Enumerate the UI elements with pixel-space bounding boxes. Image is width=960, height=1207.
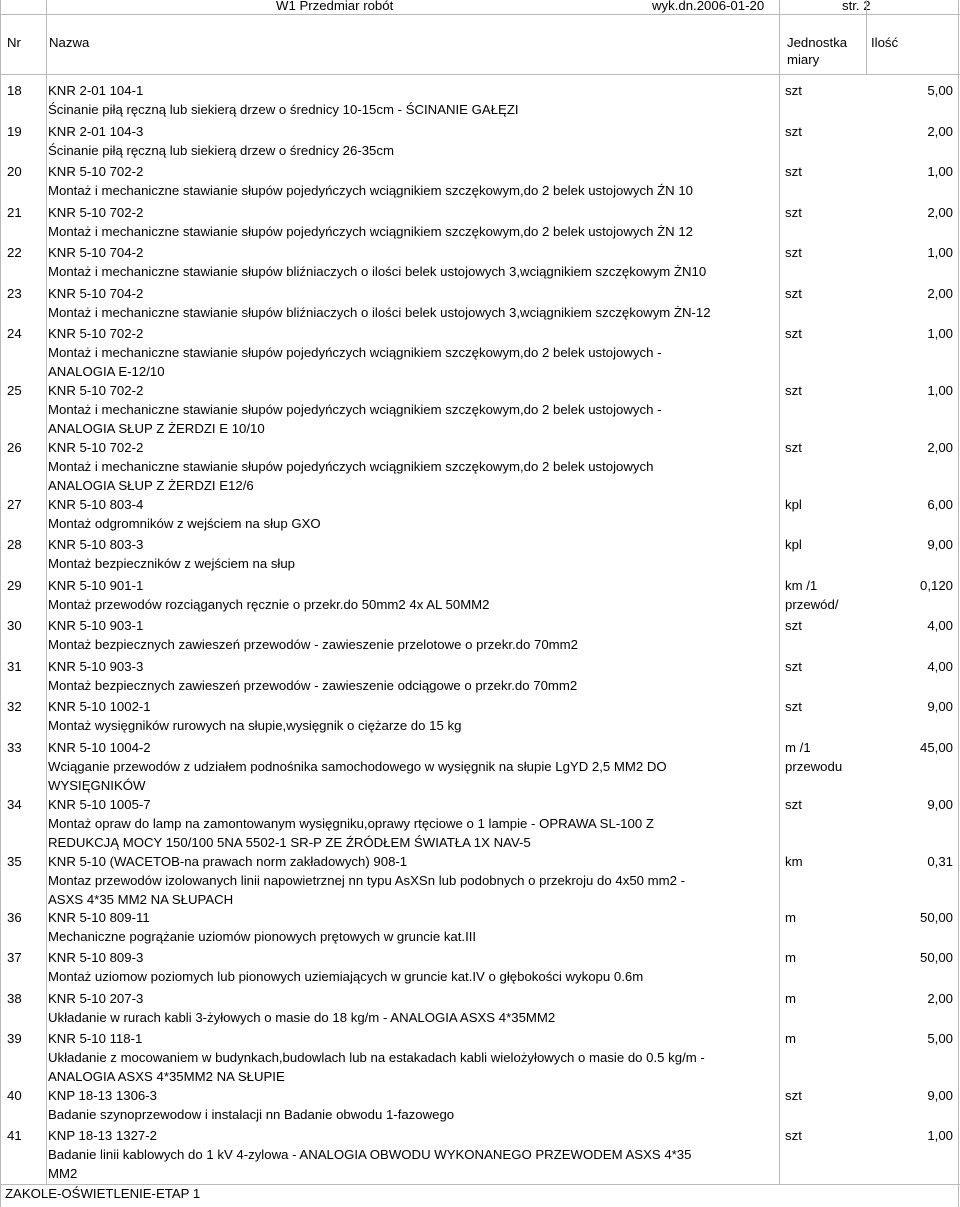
row-number: 38 (7, 991, 22, 1006)
work-description: ANALOGIA SŁUP Z ŻERDZI E12/6 (48, 478, 254, 493)
unit-text: szt (785, 164, 802, 179)
row-body (48, 908, 778, 946)
unit-of-measure (785, 908, 796, 927)
work-description: WYSIĘGNIKÓW (48, 778, 146, 793)
unit-text: m /1 (785, 740, 811, 755)
row-number: 33 (7, 740, 22, 755)
quantity: 9,00 (927, 1088, 953, 1103)
work-description: Montaż bezpieczników z wejściem na słup (48, 556, 296, 571)
unit-text: szt (785, 618, 802, 633)
unit-of-measure (785, 324, 802, 343)
unit-text: szt (785, 383, 802, 398)
work-description: Montaż i mechaniczne stawianie słupów bliźniaczych o ilości belek ustojowych 3,wciągnikiem szczękowym ŻN-12 (48, 305, 711, 320)
row-number: 25 (7, 383, 22, 398)
work-description: REDUKCJĄ MOCY 150/100 5NA 5502-1 SR-P ZE ŹRÓDŁEM ŚWIATŁA 1X NAV-5 (48, 835, 531, 850)
row-body (48, 243, 778, 281)
row-number: 20 (7, 164, 22, 179)
unit-text: szt (785, 1128, 802, 1143)
norm-code: KNR 5-10 704-2 (48, 286, 144, 301)
unit-text: kpl (785, 537, 802, 552)
quantity: 5,00 (927, 83, 953, 98)
quantity: 1,00 (927, 245, 953, 260)
column-header-nr: Nr (7, 35, 21, 50)
row-body (48, 948, 778, 986)
norm-code: KNR 5-10 207-3 (48, 991, 144, 1006)
quantity: 50,00 (919, 950, 953, 965)
row-body (48, 381, 778, 438)
work-description: Montaż i mechaniczne stawianie słupów pojedyńczych wciągnikiem szczękowym,do 2 belek ustojowych ŻN 12 (48, 224, 694, 239)
unit-text: m (785, 950, 796, 965)
unit-text: szt (785, 205, 802, 220)
column-header-qty: Ilość (871, 35, 899, 50)
quantity: 45,00 (919, 740, 953, 755)
norm-code: KNP 18-13 1327-2 (48, 1128, 157, 1143)
norm-code: KNR 2-01 104-3 (48, 124, 144, 139)
norm-code: KNR 5-10 702-2 (48, 205, 144, 220)
grid-line (0, 1184, 960, 1185)
work-description: Badanie szynoprzewodow i instalacji nn Badanie obwodu 1-fazowego (48, 1107, 455, 1122)
row-body (48, 738, 778, 795)
unit-of-measure (785, 576, 839, 614)
unit-of-measure (785, 122, 802, 141)
row-body (48, 324, 778, 381)
footer-label: ZAKOLE-OŚWIETLENIE-ETAP 1 (5, 1186, 201, 1201)
row-number: 29 (7, 578, 22, 593)
quantity: 4,00 (927, 659, 953, 674)
row-body (48, 122, 778, 160)
norm-code: KNR 5-10 903-3 (48, 659, 144, 674)
grid-line (958, 0, 959, 1207)
quantity: 4,00 (927, 618, 953, 633)
norm-code: KNR 5-10 1002-1 (48, 699, 151, 714)
row-number: 26 (7, 440, 22, 455)
norm-code: KNR 5-10 809-11 (48, 910, 150, 925)
norm-code: KNR 5-10 118-1 (48, 1031, 143, 1046)
row-body (48, 1086, 778, 1124)
norm-code: KNP 18-13 1306-3 (48, 1088, 157, 1103)
norm-code: KNR 5-10 704-2 (48, 245, 144, 260)
unit-of-measure (785, 162, 802, 181)
quantity: 50,00 (919, 910, 953, 925)
unit-of-measure (785, 948, 796, 967)
unit-text: kpl (785, 497, 802, 512)
norm-code: KNR 5-10 901-1 (48, 578, 144, 593)
unit-text: szt (785, 699, 802, 714)
work-description: MM2 (48, 1166, 78, 1181)
unit-text: szt (785, 245, 802, 260)
unit-of-measure (785, 1029, 796, 1048)
row-number: 30 (7, 618, 22, 633)
unit-of-measure (785, 438, 802, 457)
norm-code: KNR 5-10 702-2 (48, 440, 144, 455)
row-number: 34 (7, 797, 22, 812)
norm-code: KNR 5-10 702-2 (48, 164, 144, 179)
row-body (48, 203, 778, 241)
row-number: 36 (7, 910, 22, 925)
quantity: 1,00 (927, 164, 953, 179)
work-description: Badanie linii kablowych do 1 kV 4-zylowa - ANALOGIA OBWODU WYKONANEGO PRZEWODEM ASXS 4*35 (48, 1147, 692, 1162)
document-date: wyk.dn.2006-01-20 (652, 0, 765, 13)
work-description: Montaż i mechaniczne stawianie słupów pojedyńczych wciągnikiem szczękowym,do 2 belek ustojowych - (48, 402, 662, 417)
row-number: 18 (7, 83, 22, 98)
quantity: 2,00 (927, 991, 953, 1006)
row-body (48, 495, 778, 533)
unit-of-measure (785, 284, 802, 303)
unit-of-measure (785, 243, 802, 262)
row-body (48, 989, 778, 1027)
unit-text: km (785, 854, 803, 869)
norm-code: KNR 5-10 803-4 (48, 497, 144, 512)
norm-code: KNR 5-10 809-3 (48, 950, 144, 965)
unit-of-measure (785, 657, 802, 676)
unit-of-measure (785, 989, 796, 1008)
work-description: ANALOGIA SŁUP Z ŻERDZI E 10/10 (48, 421, 265, 436)
row-number: 39 (7, 1031, 22, 1046)
unit-of-measure (785, 203, 802, 222)
quantity: 2,00 (927, 440, 953, 455)
grid-line (46, 0, 47, 1184)
column-header-unit: Jednostka (787, 35, 848, 50)
unit-of-measure (785, 535, 802, 554)
work-description: Układanie w rurach kabli 3-żyłowych o masie do 18 kg/m - ANALOGIA ASXS 4*35MM2 (48, 1010, 556, 1025)
quantity: 2,00 (927, 124, 953, 139)
quantity: 5,00 (927, 1031, 953, 1046)
column-header-name: Nazwa (49, 35, 90, 50)
unit-of-measure (785, 381, 802, 400)
unit-text: szt (785, 326, 802, 341)
work-description: Montaż i mechaniczne stawianie słupów bliźniaczych o ilości belek ustojowych 3,wciągnikiem szczękowym ŻN10 (48, 264, 707, 279)
unit-text: szt (785, 797, 802, 812)
unit-of-measure (785, 738, 842, 776)
row-number: 37 (7, 950, 22, 965)
norm-code: KNR 5-10 702-2 (48, 383, 144, 398)
norm-code: KNR 5-10 803-3 (48, 537, 144, 552)
work-description: Montaż odgromników z wejściem na słup GXO (48, 516, 321, 531)
work-description: Wciąganie przewodów z udziałem podnośnika samochodowego w wysięgnik na słupie LgYD 2,5 MM2 DO (48, 759, 667, 774)
page-number: str. 2 (842, 0, 871, 13)
row-number: 31 (7, 659, 22, 674)
row-body (48, 81, 778, 119)
quantity: 9,00 (927, 537, 953, 552)
row-number: 19 (7, 124, 22, 139)
row-number: 23 (7, 286, 22, 301)
row-body (48, 284, 778, 322)
quantity: 1,00 (927, 1128, 953, 1143)
row-number: 24 (7, 326, 22, 341)
unit-text: km /1 (785, 578, 818, 593)
work-description: Montaż wysięgników rurowych na słupie,wysięgnik o ciężarze do 15 kg (48, 718, 462, 733)
quantity: 1,00 (927, 383, 953, 398)
work-description: Montaż przewodów rozciąganych ręcznie o przekr.do 50mm2 4x AL 50MM2 (48, 597, 490, 612)
unit-text: szt (785, 124, 802, 139)
quantity: 2,00 (927, 286, 953, 301)
unit-of-measure (785, 81, 802, 100)
row-body (48, 697, 778, 735)
row-number: 21 (7, 205, 22, 220)
grid-line (0, 0, 1, 1207)
quantity: 9,00 (927, 797, 953, 812)
row-body (48, 438, 778, 495)
work-description: ASXS 4*35 MM2 NA SŁUPACH (48, 892, 234, 907)
row-body (48, 616, 778, 654)
unit-text: m (785, 991, 796, 1006)
work-description: Montaż bezpiecznych zawieszeń przewodów - zawieszenie przelotowe o przekr.do 70mm2 (48, 637, 578, 652)
row-number: 40 (7, 1088, 22, 1103)
unit-text: przewód/ (785, 597, 839, 612)
work-description: Mechaniczne pogrążanie uziomów pionowych prętowych w gruncie kat.III (48, 929, 477, 944)
quantity: 0,120 (919, 578, 953, 593)
work-description: ANALOGIA E-12/10 (48, 364, 165, 379)
unit-text: przewodu (785, 759, 843, 774)
work-description: Ścinanie piłą ręczną lub siekierą drzew o średnicy 26-35cm (48, 143, 394, 158)
unit-of-measure (785, 616, 802, 635)
work-description: Montaż i mechaniczne stawianie słupów pojedyńczych wciągnikiem szczękowym,do 2 belek ustojowych ŹN 10 (48, 183, 694, 198)
work-description: Ścinanie piłą ręczną lub siekierą drzew o średnicy 10-15cm - ŚCINANIE GAŁĘZI (48, 102, 519, 117)
quantity: 9,00 (927, 699, 953, 714)
row-body (48, 535, 778, 573)
row-number: 22 (7, 245, 22, 260)
norm-code: KNR 2-01 104-1 (48, 83, 144, 98)
unit-of-measure (785, 495, 802, 514)
row-number: 27 (7, 497, 22, 512)
column-header-unit-line2: miary (787, 52, 820, 67)
document-title: W1 Przedmiar robót (276, 0, 394, 13)
row-number: 35 (7, 854, 22, 869)
unit-of-measure (785, 1086, 802, 1105)
unit-text: szt (785, 659, 802, 674)
row-body (48, 657, 778, 695)
row-number: 41 (7, 1128, 22, 1143)
work-description: Montaż i mechaniczne stawianie słupów pojedyńczych wciągnikiem szczękowym,do 2 belek ustojowych - (48, 345, 662, 360)
unit-text: szt (785, 83, 802, 98)
grid-line (866, 0, 867, 74)
unit-of-measure (785, 697, 802, 716)
unit-text: szt (785, 440, 802, 455)
unit-text: m (785, 1031, 796, 1046)
work-description: ANALOGIA ASXS 4*35MM2 NA SŁUPIE (48, 1069, 285, 1084)
row-number: 28 (7, 537, 22, 552)
unit-of-measure (785, 852, 803, 871)
quantity: 6,00 (927, 497, 953, 512)
norm-code: KNR 5-10 702-2 (48, 326, 144, 341)
quantity: 0,31 (927, 854, 953, 869)
row-number: 32 (7, 699, 22, 714)
row-body (48, 1126, 778, 1183)
work-description: Montaż bezpiecznych zawieszeń przewodów - zawieszenie odciągowe o przekr.do 70mm2 (48, 678, 578, 693)
unit-of-measure (785, 795, 802, 814)
norm-code: KNR 5-10 (WACETOB-na prawach norm zakładowych) 908-1 (48, 854, 408, 869)
work-description: Montaz przewodów izolowanych linii napowietrznej nn typu AsXSn lub podobnych o przekroju do 4x50 mm2 - (48, 873, 686, 888)
quantity: 2,00 (927, 205, 953, 220)
unit-text: m (785, 910, 796, 925)
header-rule (0, 14, 960, 15)
work-description: Montaż i mechaniczne stawianie słupów pojedyńczych wciągnikiem szczękowym,do 2 belek ustojowych (48, 459, 654, 474)
unit-text: szt (785, 1088, 802, 1103)
row-body (48, 795, 778, 852)
row-body (48, 1029, 778, 1086)
work-description: Montaż opraw do lamp na zamontowanym wysięgniku,oprawy rtęciowe o 1 lampie - OPRAWA SL-100 Z (48, 816, 654, 831)
norm-code: KNR 5-10 1004-2 (48, 740, 151, 755)
row-body (48, 162, 778, 200)
norm-code: KNR 5-10 1005-7 (48, 797, 151, 812)
norm-code: KNR 5-10 903-1 (48, 618, 144, 633)
row-body (48, 576, 778, 614)
work-description: Montaż uziomow poziomych lub pionowych uziemiających w gruncie kat.IV o głębokości wykopu 0.6m (48, 969, 644, 984)
row-body (48, 852, 778, 909)
unit-of-measure (785, 1126, 802, 1145)
work-description: Układanie z mocowaniem w budynkach,budowlach lub na estakadach kabli wielożyłowych o masie do 0.5 kg/m - (48, 1050, 705, 1065)
quantity: 1,00 (927, 326, 953, 341)
grid-line (0, 74, 960, 75)
grid-line (779, 0, 780, 1184)
unit-text: szt (785, 286, 802, 301)
